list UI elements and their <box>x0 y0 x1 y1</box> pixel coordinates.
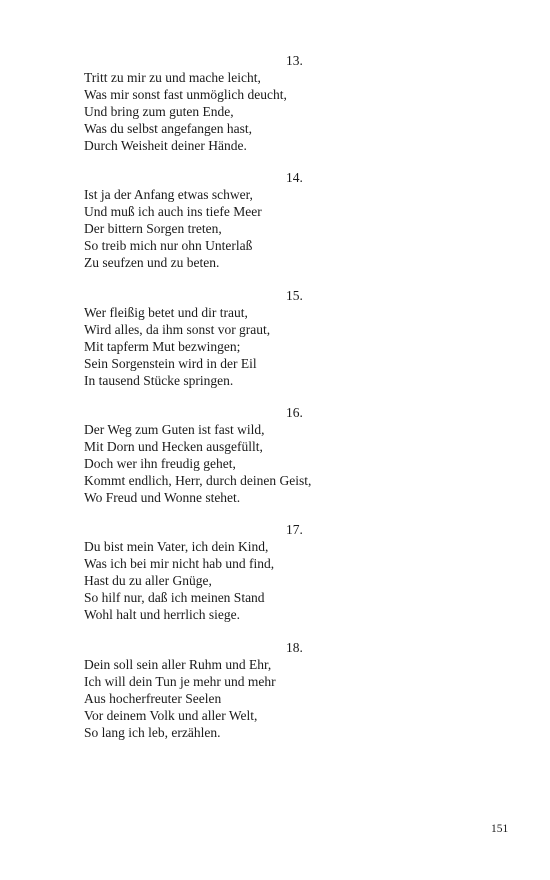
verse-line: So lang ich leb, erzählen. <box>84 725 221 740</box>
verse-line: Und bring zum guten Ende, <box>84 104 234 119</box>
stanza-number: 13. <box>286 53 303 68</box>
verse-line: Kommt endlich, Herr, durch deinen Geist, <box>84 473 312 488</box>
verse-line: So treib mich nur ohn Unterlaß <box>84 238 253 253</box>
verse-line: Ist ja der Anfang etwas schwer, <box>84 187 253 202</box>
stanza-number: 15. <box>286 288 303 303</box>
stanza-number: 17. <box>286 522 303 537</box>
verse-line: Ich will dein Tun je mehr und mehr <box>84 674 276 689</box>
verse-line: Tritt zu mir zu und mache leicht, <box>84 70 261 85</box>
verse-line: Was du selbst angefangen hast, <box>84 121 252 136</box>
verse-line: Der Weg zum Guten ist fast wild, <box>84 422 265 437</box>
verse-line: Doch wer ihn freudig gehet, <box>84 456 236 471</box>
verse-line: Wer fleißig betet und dir traut, <box>84 305 248 320</box>
verse-line: Und muß ich auch ins tiefe Meer <box>84 204 262 219</box>
verse-line: Zu seufzen und zu beten. <box>84 255 220 270</box>
verse-line: Hast du zu aller Gnüge, <box>84 573 212 588</box>
stanza-lines <box>84 421 311 506</box>
verse-line: So hilf nur, daß ich meinen Stand <box>84 590 265 605</box>
stanza-lines <box>84 186 262 271</box>
page-number: 151 <box>491 823 509 835</box>
verse-line: Der bittern Sorgen treten, <box>84 221 222 236</box>
verse-line: Vor deinem Volk und aller Welt, <box>84 708 258 723</box>
stanza-lines <box>84 538 274 623</box>
stanza-number: 18. <box>286 640 303 655</box>
stanza-number: 14. <box>286 170 303 185</box>
verse-line: Was ich bei mir nicht hab und find, <box>84 556 275 571</box>
verse-line: Wo Freud und Wonne stehet. <box>84 490 241 505</box>
verse-line: Was mir sonst fast unmöglich deucht, <box>84 87 287 102</box>
stanza-lines <box>84 304 270 389</box>
stanza-lines <box>84 69 287 154</box>
verse-line: Aus hocherfreuter Seelen <box>84 691 222 706</box>
verse-line: In tausend Stücke springen. <box>84 373 234 388</box>
verse-line: Mit tapferm Mut bezwingen; <box>84 339 241 354</box>
verse-line: Dein soll sein aller Ruhm und Ehr, <box>84 657 272 672</box>
verse-line: Mit Dorn und Hecken ausgefüllt, <box>84 439 263 454</box>
verse-line: Wird alles, da ihm sonst vor graut, <box>84 322 271 337</box>
stanza-number: 16. <box>286 405 303 420</box>
verse-line: Durch Weisheit deiner Hände. <box>84 138 247 153</box>
verse-line: Wohl halt und herrlich siege. <box>84 607 240 622</box>
verse-line: Sein Sorgenstein wird in der Eil <box>84 356 257 371</box>
stanza-lines <box>84 656 276 741</box>
verse-line: Du bist mein Vater, ich dein Kind, <box>84 539 269 554</box>
